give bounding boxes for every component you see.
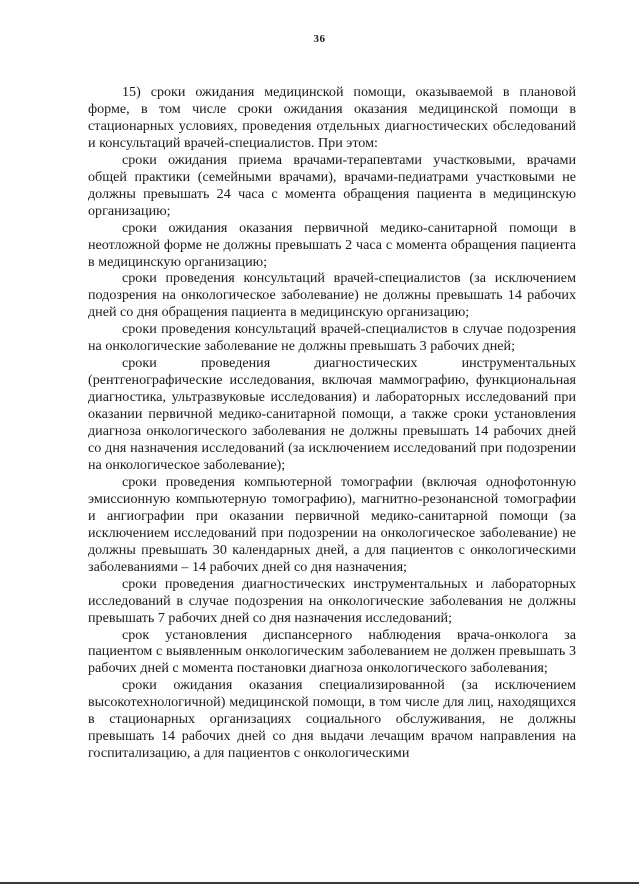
bottom-divider	[0, 882, 639, 884]
paragraph-specialized-care: сроки ожидания оказания специализированной (за исключением высокотехнологичной) медицинской помощи, в том числе для лиц, находящихся в стационарных организациях социального обслуживания, не должны превышать 14 рабочих дней со дня выдачи лечащим врачом направления на госпитализацию, а для пациентов с онкологическими	[88, 677, 576, 762]
paragraph-urgent-care-wait: сроки ожидания оказания первичной медико-санитарной помощи в неотложной форме не должны превышать 2 часа с момента обращения пациента в медицинскую организацию;	[88, 219, 576, 270]
paragraph-oncology-tests: сроки проведения диагностических инструментальных и лабораторных исследований в случае подозрения на онкологические заболевания не должны превышать 7 рабочих дней со дня назначения исследований;	[88, 575, 576, 626]
paragraph-item-15: 15) сроки ожидания медицинской помощи, оказываемой в плановой форме, в том числе сроки ожидания оказания медицинской помощи в стационарных условиях, проведения отдельных диагностических обследований и консультаций врачей-специалистов. При этом:	[88, 84, 576, 151]
document-body	[88, 84, 576, 762]
page-number: 36	[313, 33, 326, 45]
paragraph-oncologist-observation: срок установления диспансерного наблюдения врача-онколога за пациентом с выявленным онкологическим заболеванием не должен превышать 3 рабочих дней с момента постановки диагноза онкологического заболевания;	[88, 626, 576, 677]
paragraph-therapist-wait: сроки ожидания приема врачами-терапевтами участковыми, врачами общей практики (семейными врачами), врачами-педиатрами участковыми не должны превышать 24 часа с момента обращения пациента в медицинскую организацию;	[88, 151, 576, 219]
paragraph-specialist-consultation: сроки проведения консультаций врачей-специалистов (за исключением подозрения на онкологическое заболевание) не должны превышать 14 рабочих дней со дня обращения пациента в медицинскую организацию;	[88, 270, 576, 321]
paragraph-ct-mri: сроки проведения компьютерной томографии (включая однофотонную эмиссионную компьютерную томографию), магнитно-резонансной томографии и ангиографии при оказании первичной медико-санитарной помощи (за исключением исследований при подозрении на онкологическое заболевание) не должны превышать 30 календарных дней, а для пациентов с онкологическими заболеваниями – 14 рабочих дней со дня назначения;	[88, 473, 576, 575]
paragraph-oncology-consultation: сроки проведения консультаций врачей-специалистов в случае подозрения на онкологические заболевание не должны превышать 3 рабочих дней;	[88, 321, 576, 355]
paragraph-diagnostic-tests: сроки проведения диагностических инструментальных (рентгенографические исследования, включая маммографию, функциональная диагностика, ультразвуковые исследования) и лабораторных исследований при оказании первичной медико-санитарной помощи, а также сроки установления диагноза онкологического заболевания не должны превышать 14 рабочих дней со дня назначения исследований (за исключением исследований при подозрении на онкологическое заболевание);	[88, 355, 576, 473]
